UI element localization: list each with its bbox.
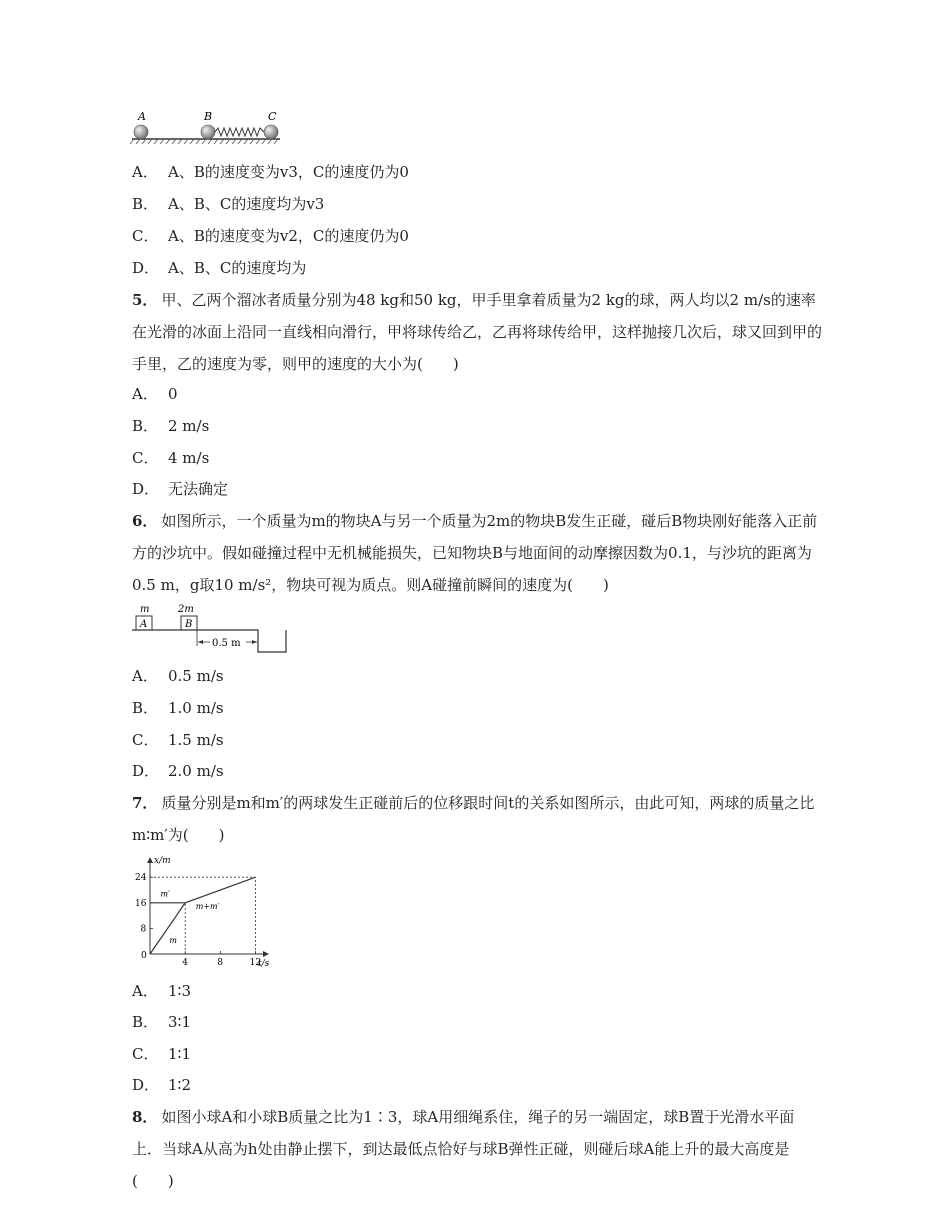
block-a-label: A [140,619,148,630]
option-label: D． [132,259,160,277]
question-text: 如图小球A和小球B质量之比为1∶3，球A用细绳系住，绳子的另一端固定，球B置于光滑水平面上．当球A从高为h处由静止摆下，到达最低点恰好与球B弹性正碰，则碰后球A能上升的最大高度是( ) [132,1108,795,1190]
q4-option-b [132,193,324,215]
question-number: 8． [132,1108,158,1126]
option-text: 1∶3 [168,982,191,1000]
q6-option-d [132,760,224,782]
q7-option-c [132,1043,191,1065]
series-label-1: m′ [160,889,170,899]
option-text: 2 m/s [168,417,210,435]
blocks-sandpit-figure [130,602,290,658]
option-text: 4 m/s [168,449,210,467]
question-text: 甲、乙两个溜冰者质量分别为48 kg和50 kg，甲手里拿着质量为2 kg的球，两人均以2 m/s的速率在光滑的冰面上沿同一直线相向滑行，甲将球传给乙，乙再将球传给甲，这样抛接几次后，球又回到甲的手里，乙的速度为零，则甲的速度的大小为( ) [132,291,823,373]
q6-option-a [132,665,224,687]
option-text: 无法确定 [168,480,229,498]
option-text: 0.5 m/s [168,667,224,685]
q5-option-d [132,478,228,500]
question-5 [132,284,822,380]
option-label: B． [132,699,159,717]
q4-option-d [132,257,306,279]
mass-a-label: m [140,604,150,615]
question-number: 5． [132,291,158,309]
option-text: 1.0 m/s [168,699,224,717]
option-label: B． [132,1013,159,1031]
question-number: 7． [132,794,158,812]
option-label: D． [132,762,160,780]
ball-c [264,125,278,139]
abc-balls-figure [128,108,288,148]
option-text: 2.0 m/s [168,762,224,780]
mass-b-label: 2m [178,604,194,615]
x-tick-label-1: 4 [182,958,188,968]
question-text: 如图所示，一个质量为m的物块A与另一个质量为2m的物块B发生正碰，碰后B物块刚好能落入正前方的沙坑中。假如碰撞过程中无机械能损失，已知物块B与地面间的动摩擦因数为0.1，与沙坑的距离为0.5 m，g取10 m/s²，物块可视为质点。则A碰撞前瞬间的速度为( ) [132,512,818,594]
q6-option-c [132,729,224,751]
question-number: 6． [132,512,158,530]
option-text: A、B、C的速度均为 [168,259,307,277]
option-label: B． [132,417,159,435]
q5-option-b [132,415,209,437]
option-text: 3∶1 [168,1013,191,1031]
q7-option-b [132,1011,191,1033]
q7-option-a [132,980,191,1002]
y-tick-label-0: 8 [140,924,147,935]
y-tick-label-2: 24 [135,873,147,884]
ball-c-label: C [268,110,277,123]
distance-label: 0.5 m [212,638,241,649]
option-label: B． [132,195,159,213]
series-line-0 [150,903,185,954]
option-label: A． [132,667,158,685]
option-text: A、B的速度变为v3，C的速度仍为0 [168,163,409,181]
option-text: 1.5 m/s [168,731,224,749]
question-7 [132,787,822,851]
series-label-0: m [169,935,177,945]
option-label: C． [132,449,159,467]
q4-option-c [132,225,409,247]
ball-a [134,125,148,139]
option-label: A． [132,385,158,403]
option-text: 0 [168,385,178,403]
q4-option-a [132,161,409,183]
option-label: C． [132,227,159,245]
q7-option-d [132,1074,191,1096]
option-label: D． [132,480,160,498]
option-label: D． [132,1076,160,1094]
y-tick-label-1: 16 [135,898,147,909]
y-axis-label: x/m [154,856,171,866]
q5-option-a [132,383,178,405]
option-text: A、B的速度变为v2，C的速度仍为0 [168,227,409,245]
ball-a-label: A [138,110,146,123]
ball-b-label: B [204,110,213,123]
option-text: A、B、C的速度均为v3 [168,195,325,213]
ground-and-pit [132,630,286,652]
q6-option-b [132,697,224,719]
origin-label: 0 [141,951,147,961]
question-6 [132,505,822,601]
position-time-chart [128,854,278,970]
option-label: C． [132,1045,159,1063]
spring [215,128,264,136]
option-label: A． [132,163,158,181]
question-8 [132,1101,822,1197]
x-axis-label: t/s [258,959,270,969]
x-tick-label-3: 12 [249,958,262,968]
option-label: A． [132,982,158,1000]
question-text: 质量分别是m和m′的两球发生正碰前后的位移跟时间t的关系如图所示，由此可知，两球的质量之比m∶m′为( ) [132,794,815,844]
option-text: 1∶2 [168,1076,191,1094]
ball-b [201,125,215,139]
block-b-label: B [185,619,193,630]
option-text: 1∶1 [168,1045,191,1063]
option-label: C． [132,731,159,749]
series-label-2: m+m′ [195,902,220,912]
x-tick-label-2: 8 [217,958,224,968]
q5-option-c [132,447,209,469]
series-line-2 [185,877,255,903]
